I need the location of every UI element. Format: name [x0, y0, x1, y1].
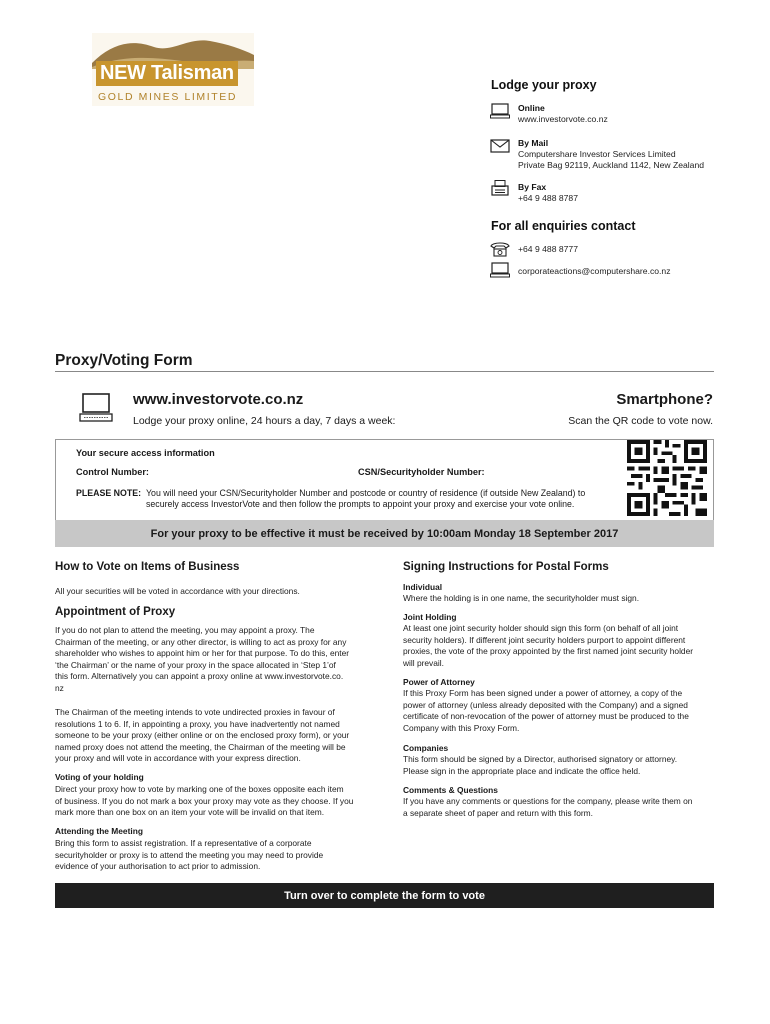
company-logo — [92, 33, 254, 106]
smartphone-subtext: Scan the QR code to vote now. — [568, 415, 713, 427]
note-label: PLEASE NOTE: — [76, 488, 142, 498]
attending-text: Bring this form to assist registration. If a representative of a corporate securityholder or proxy is to attend the meeting you may need to provide evidence of your authorisation to act prior to admission. — [55, 838, 324, 872]
poa-text: If this Proxy Form has been signed under a power of attorney, a copy of the power of attorney (unless already deposited with the Company) and a signed certificate of non-revocation of the power of attorney must be produced to the Company with this Proxy Form. — [403, 688, 689, 733]
computer-icon — [490, 103, 510, 119]
note-text-2: securely access InvestorVote and then follow the prompts to appoint your proxy and exercise your vote online. — [146, 499, 575, 509]
how-to-vote-text: All your securities will be voted in accordance with your directions. — [55, 586, 300, 596]
voting-text: Direct your proxy how to vote by marking one of the boxes opposite each item of business. If you do not mark a box your proxy may vote as they choose. If you mark more than one box on an item your vote will be invalid on that item. — [55, 784, 354, 818]
computer-icon — [79, 393, 113, 423]
fax-label: By Fax — [518, 182, 547, 192]
control-number-label: Control Number: — [76, 467, 149, 477]
qr-code[interactable] — [627, 440, 707, 516]
individual-heading: Individual — [403, 582, 443, 592]
mail-line-1: Computershare Investor Services Limited — [518, 149, 676, 159]
fax-icon — [490, 180, 510, 196]
mail-line-2: Private Bag 92119, Auckland 1142, New Zealand — [518, 160, 705, 170]
poa-heading: Power of Attorney — [403, 677, 475, 687]
logo-subtitle: GOLD MINES LIMITED — [98, 91, 238, 103]
joint-heading: Joint Holding — [403, 612, 457, 622]
website-heading[interactable]: www.investorvote.co.nz — [133, 391, 304, 408]
phone-icon — [490, 241, 510, 257]
enquiries-phone: +64 9 488 8777 — [518, 244, 578, 254]
lodge-heading: Lodge your proxy — [491, 78, 597, 92]
signing-heading: Signing Instructions for Postal Forms — [403, 561, 609, 573]
enquiries-heading: For all enquiries contact — [491, 219, 636, 233]
turn-over-banner: Turn over to complete the form to vote — [55, 883, 714, 908]
note-text-1: You will need your CSN/Securityholder Number and postcode or country of residence (if outside New Zealand) to — [146, 488, 586, 498]
logo-brand-text: NEW Talisman — [96, 61, 238, 86]
appointment-paragraph-1: If you do not plan to attend the meeting, you may appoint a proxy. The Chairman of the meeting, or any other director, is willing to act as proxy for any shareholder who wishes to appoint him or her for that purpose. To do this, enter ‘the Chairman’ or the name of your proxy in the space allocated in ‘Step 1’of this form. Alternatively you can appoint a proxy online at www.investorvote.co. nz — [55, 625, 350, 693]
access-heading: Your secure access information — [76, 448, 215, 458]
how-to-vote-heading: How to Vote on Items of Business — [55, 561, 240, 573]
envelope-icon — [490, 138, 510, 154]
appointment-heading: Appointment of Proxy — [55, 606, 176, 618]
companies-heading: Companies — [403, 743, 449, 753]
joint-text: At least one joint security holder should sign this form (on behalf of all joint security holders). If different joint security holders purport to appoint different proxies, the vote of the proxy appointed by the first named joint security holder will prevail. — [403, 623, 694, 668]
appointment-paragraph-2: The Chairman of the meeting intends to vote undirected proxies in favour of resolutions 1 to 6. If, in appointing a proxy, you have inadvertently not named someone to be your proxy (either online or on the enclosed proxy form), or your named proxy does not attend the meeting, the Chairman of the meeting will be your proxy and will vote in accordance with your express direction. — [55, 707, 350, 764]
website-subtext: Lodge your proxy online, 24 hours a day, 7 days a week: — [133, 415, 396, 427]
online-url[interactable]: www.investorvote.co.nz — [518, 114, 608, 124]
fax-number: +64 9 488 8787 — [518, 193, 578, 203]
deadline-banner: For your proxy to be effective it must be received by 10:00am Monday 18 September 2017 — [55, 520, 714, 547]
mail-label: By Mail — [518, 138, 549, 148]
smartphone-heading: Smartphone? — [616, 391, 713, 408]
voting-heading: Voting of your holding — [55, 772, 144, 782]
companies-text: This form should be signed by a Director, authorised signatory or attorney. Please sign in the appropriate place and indicate the office held. — [403, 754, 678, 776]
comments-text: If you have any comments or questions for the company, please write them on a separate sheet of paper and return with this form. — [403, 796, 693, 818]
individual-text: Where the holding is in one name, the securityholder must sign. — [403, 593, 640, 603]
csn-label: CSN/Securityholder Number: — [358, 467, 485, 477]
comments-heading: Comments & Questions — [403, 785, 498, 795]
attending-heading: Attending the Meeting — [55, 826, 143, 836]
form-title: Proxy/Voting Form — [55, 352, 193, 369]
online-label: Online — [518, 103, 545, 113]
computer-icon — [490, 262, 510, 278]
title-divider — [55, 371, 714, 372]
enquiries-email[interactable]: corporateactions@computershare.co.nz — [518, 266, 671, 276]
